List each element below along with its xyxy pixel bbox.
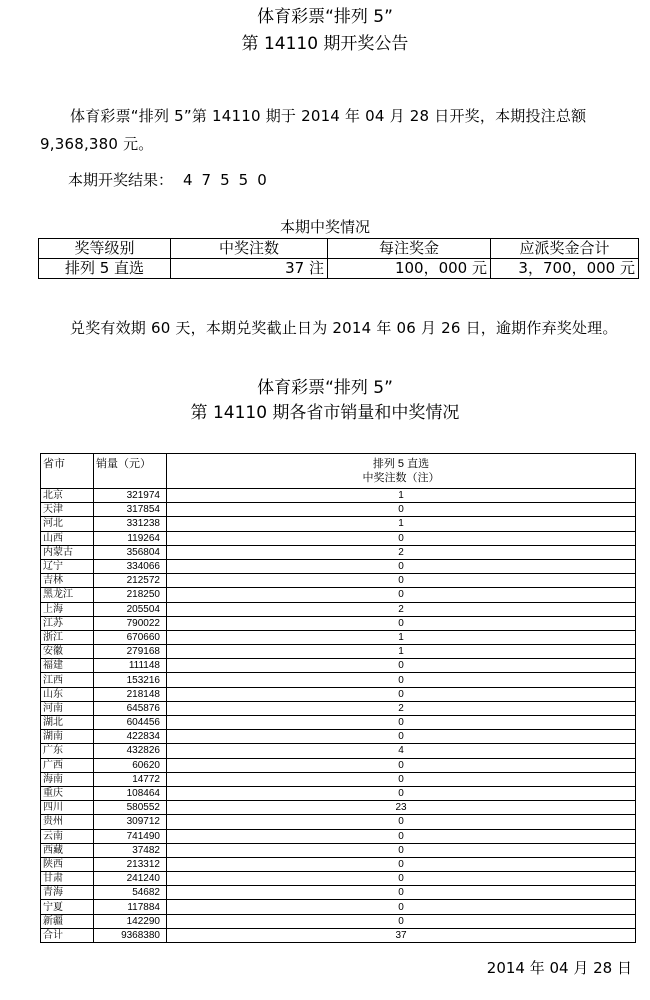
header-wins [167, 454, 636, 489]
header-cell: 奖等级别 [39, 239, 171, 259]
page-subtitle: 第 14110 期开奖公告 [241, 34, 409, 54]
cell-wins: 0 [167, 531, 636, 545]
cell-sales: 645876 [94, 701, 167, 715]
cell-wins: 0 [167, 659, 636, 673]
cell-province: 宁夏 [41, 900, 94, 914]
cell-sales: 14772 [94, 772, 167, 786]
table-row [41, 574, 636, 588]
table-row [41, 701, 636, 715]
header-cell: 每注奖金 [328, 239, 491, 259]
prize-table-caption: 本期中奖情况 [279, 218, 370, 236]
cell-sales: 119264 [94, 531, 167, 545]
cell-wins: 0 [167, 503, 636, 517]
draw-result [68, 168, 276, 192]
cell-sales: 432826 [94, 744, 167, 758]
cell-province: 西藏 [41, 843, 94, 857]
province-table-header [41, 454, 636, 489]
cell-wins: 0 [167, 758, 636, 772]
cell-wins: 0 [167, 886, 636, 900]
table-row [41, 914, 636, 928]
cell-province: 广西 [41, 758, 94, 772]
cell-sales: 317854 [94, 503, 167, 517]
province-section-subtitle: 第 14110 期各省市销量和中奖情况 [190, 403, 460, 423]
cell-province: 甘肃 [41, 872, 94, 886]
cell-province: 内蒙古 [41, 545, 94, 559]
header-sales: 销量（元） [94, 454, 167, 489]
cell-province: 湖南 [41, 730, 94, 744]
cell-sales: 741490 [94, 829, 167, 843]
cell-wins: 0 [167, 815, 636, 829]
cell-wins: 2 [167, 701, 636, 715]
table-row [41, 503, 636, 517]
table-row [41, 900, 636, 914]
header-wins-line2: 中奖注数（注） [362, 472, 440, 484]
cell-sales: 60620 [94, 758, 167, 772]
prize-level: 排列 5 直选 [39, 259, 171, 279]
cell-province: 贵州 [41, 815, 94, 829]
header-cell: 应派奖金合计 [491, 239, 639, 259]
cell-sales: 108464 [94, 786, 167, 800]
prize-per-ticket: 100，000 元 [328, 259, 491, 279]
total-row [41, 928, 636, 942]
cell-wins: 0 [167, 872, 636, 886]
cell-sales: 218250 [94, 588, 167, 602]
cell-wins: 0 [167, 843, 636, 857]
cell-sales: 670660 [94, 630, 167, 644]
cell-sales: 580552 [94, 801, 167, 815]
table-row [41, 517, 636, 531]
prize-total: 3，700，000 元 [491, 259, 639, 279]
cell-province: 重庆 [41, 786, 94, 800]
cell-province: 安徽 [41, 645, 94, 659]
cell-sales: 241240 [94, 872, 167, 886]
cell-wins: 0 [167, 559, 636, 573]
table-row [41, 758, 636, 772]
header-cell: 中奖注数 [171, 239, 328, 259]
table-row [41, 687, 636, 701]
page-title: 体育彩票“排列 5” [257, 7, 393, 27]
province-table [40, 453, 636, 943]
cell-sales: 218148 [94, 687, 167, 701]
cell-province: 江苏 [41, 616, 94, 630]
cell-sales: 37482 [94, 843, 167, 857]
prize-count: 37 注 [171, 259, 328, 279]
cell-sales: 213312 [94, 857, 167, 871]
cell-wins: 2 [167, 602, 636, 616]
cell-wins: 1 [167, 517, 636, 531]
cell-province: 河南 [41, 701, 94, 715]
cell-sales: 356804 [94, 545, 167, 559]
draw-result-label: 本期开奖结果： [68, 171, 174, 189]
table-row [41, 815, 636, 829]
cell-wins: 4 [167, 744, 636, 758]
table-row [41, 772, 636, 786]
cell-province: 江西 [41, 673, 94, 687]
table-row [41, 730, 636, 744]
cell-wins: 2 [167, 545, 636, 559]
cell-wins: 0 [167, 786, 636, 800]
table-row [41, 786, 636, 800]
table-row [41, 843, 636, 857]
table-row [41, 559, 636, 573]
cell-province: 青海 [41, 886, 94, 900]
table-row [41, 857, 636, 871]
cell-sales: 331238 [94, 517, 167, 531]
table-row [41, 531, 636, 545]
cell-wins: 0 [167, 574, 636, 588]
cell-wins: 0 [167, 914, 636, 928]
cell-wins: 0 [167, 772, 636, 786]
cell-wins: 0 [167, 588, 636, 602]
cell-province: 山东 [41, 687, 94, 701]
cell-province: 陕西 [41, 857, 94, 871]
header-wins-line1: 排列 5 直选 [372, 458, 430, 470]
cell-sales: 309712 [94, 815, 167, 829]
table-row [41, 545, 636, 559]
cell-sales: 422834 [94, 730, 167, 744]
announcement-paragraph: 体育彩票“排列 5”第 14110 期于 2014 年 04 月 28 日开奖，本期投注总额 9,368,380 元。 [40, 107, 587, 153]
table-row [41, 630, 636, 644]
cell-wins: 0 [167, 716, 636, 730]
cell-sales: 54682 [94, 886, 167, 900]
cell-sales: 142290 [94, 914, 167, 928]
cell-province: 山西 [41, 531, 94, 545]
prize-table [38, 238, 639, 279]
cell-wins: 1 [167, 645, 636, 659]
table-row [41, 602, 636, 616]
cell-wins: 1 [167, 489, 636, 503]
table-row [41, 829, 636, 843]
draw-result-numbers: 47550 [183, 171, 276, 189]
cell-wins: 0 [167, 673, 636, 687]
cell-province: 辽宁 [41, 559, 94, 573]
cell-wins: 0 [167, 687, 636, 701]
total-sales: 9368380 [94, 928, 167, 942]
prize-table-header [39, 239, 639, 259]
prize-table-row [39, 259, 639, 279]
cell-wins: 0 [167, 829, 636, 843]
table-row [41, 872, 636, 886]
cell-sales: 212572 [94, 574, 167, 588]
cell-province: 浙江 [41, 630, 94, 644]
cell-province: 北京 [41, 489, 94, 503]
cell-province: 黑龙江 [41, 588, 94, 602]
cell-wins: 1 [167, 630, 636, 644]
cell-wins: 0 [167, 857, 636, 871]
cell-sales: 117884 [94, 900, 167, 914]
total-wins: 37 [167, 928, 636, 942]
cell-province: 湖北 [41, 716, 94, 730]
cell-province: 云南 [41, 829, 94, 843]
province-section-title: 体育彩票“排列 5” [257, 378, 393, 398]
cell-province: 河北 [41, 517, 94, 531]
total-province: 合计 [41, 928, 94, 942]
table-row [41, 801, 636, 815]
cell-wins: 0 [167, 616, 636, 630]
cell-wins: 23 [167, 801, 636, 815]
cell-province: 四川 [41, 801, 94, 815]
cell-sales: 321974 [94, 489, 167, 503]
cell-sales: 604456 [94, 716, 167, 730]
header-province: 省市 [41, 454, 94, 489]
cell-wins: 0 [167, 900, 636, 914]
redemption-notice: 兑奖有效期 60 天，本期兑奖截止日为 2014 年 06 月 26 日，逾期作弃奖处理。 [70, 319, 618, 337]
cell-sales: 111148 [94, 659, 167, 673]
cell-sales: 790022 [94, 616, 167, 630]
cell-province: 新疆 [41, 914, 94, 928]
cell-sales: 279168 [94, 645, 167, 659]
cell-sales: 205504 [94, 602, 167, 616]
cell-province: 吉林 [41, 574, 94, 588]
table-row [41, 489, 636, 503]
cell-province: 海南 [41, 772, 94, 786]
table-row [41, 645, 636, 659]
cell-sales: 334066 [94, 559, 167, 573]
table-row [41, 716, 636, 730]
cell-wins: 0 [167, 730, 636, 744]
cell-province: 福建 [41, 659, 94, 673]
cell-province: 广东 [41, 744, 94, 758]
table-row [41, 659, 636, 673]
cell-province: 天津 [41, 503, 94, 517]
table-row [41, 886, 636, 900]
table-row [41, 616, 636, 630]
cell-sales: 153216 [94, 673, 167, 687]
table-row [41, 588, 636, 602]
table-row [41, 673, 636, 687]
cell-province: 上海 [41, 602, 94, 616]
announcement-date: 2014 年 04 月 28 日 [486, 959, 632, 977]
table-row [41, 744, 636, 758]
